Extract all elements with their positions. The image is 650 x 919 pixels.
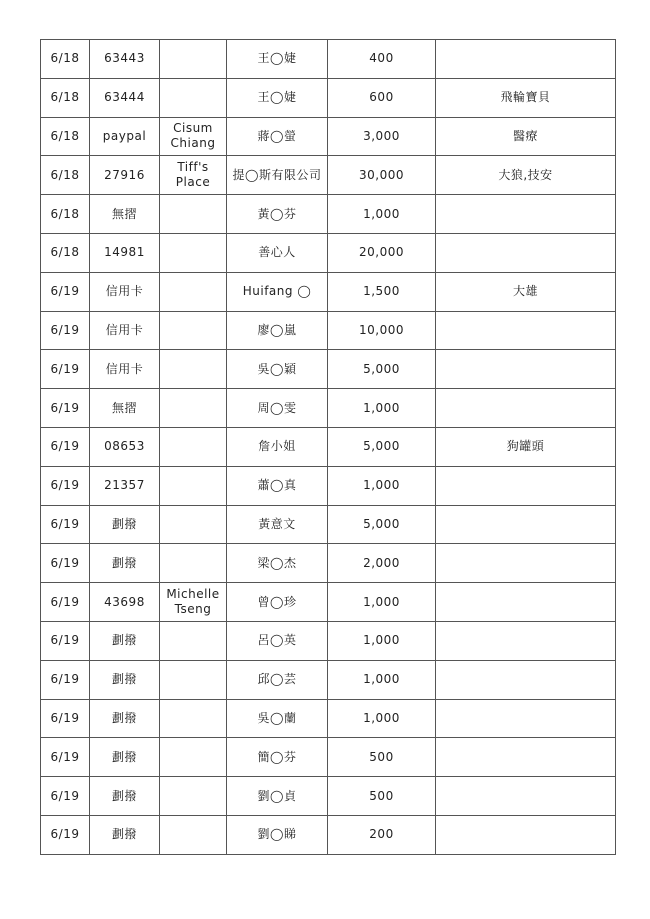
english-name-cell [160, 544, 227, 583]
table-row [41, 350, 616, 389]
english-name-cell [160, 195, 227, 234]
donor-cell: 梁◯杰 [227, 544, 328, 583]
note-cell [436, 621, 616, 660]
donation-table [40, 39, 616, 855]
note-cell: 飛輪寶貝 [436, 78, 616, 117]
account-cell: 43698 [90, 583, 160, 622]
donor-cell: 蔣◯螢 [227, 117, 328, 156]
amount-cell: 1,500 [328, 272, 436, 311]
date-cell: 6/19 [41, 777, 90, 816]
account-cell: 劃撥 [90, 621, 160, 660]
table-row [41, 777, 616, 816]
note-cell [436, 699, 616, 738]
note-cell [436, 505, 616, 544]
table-row [41, 544, 616, 583]
donor-cell: 劉◯睇 [227, 815, 328, 854]
date-cell: 6/19 [41, 738, 90, 777]
english-name-cell [160, 40, 227, 79]
account-cell: paypal [90, 117, 160, 156]
table-row [41, 195, 616, 234]
donor-cell: 曾◯珍 [227, 583, 328, 622]
account-cell: 劃撥 [90, 660, 160, 699]
table-row [41, 738, 616, 777]
note-cell [436, 466, 616, 505]
account-cell: 劃撥 [90, 505, 160, 544]
english-name-cell [160, 777, 227, 816]
date-cell: 6/19 [41, 505, 90, 544]
english-name-cell [160, 621, 227, 660]
donor-cell: 王◯婕 [227, 78, 328, 117]
donor-cell: 王◯婕 [227, 40, 328, 79]
date-cell: 6/19 [41, 427, 90, 466]
donor-cell: 邱◯芸 [227, 660, 328, 699]
table-row [41, 156, 616, 195]
table-row [41, 78, 616, 117]
amount-cell: 1,000 [328, 699, 436, 738]
note-cell [436, 583, 616, 622]
note-cell: 醫療 [436, 117, 616, 156]
donation-table-body [41, 40, 616, 855]
date-cell: 6/18 [41, 195, 90, 234]
amount-cell: 500 [328, 777, 436, 816]
table-row [41, 621, 616, 660]
amount-cell: 1,000 [328, 583, 436, 622]
donor-cell: 黃◯芬 [227, 195, 328, 234]
table-row [41, 427, 616, 466]
date-cell: 6/18 [41, 233, 90, 272]
english-name-cell [160, 272, 227, 311]
note-cell [436, 738, 616, 777]
account-cell: 27916 [90, 156, 160, 195]
table-row [41, 583, 616, 622]
note-cell [436, 233, 616, 272]
donor-cell: 吳◯蘭 [227, 699, 328, 738]
date-cell: 6/19 [41, 350, 90, 389]
account-cell: 劃撥 [90, 699, 160, 738]
donor-cell: 吳◯穎 [227, 350, 328, 389]
account-cell: 劃撥 [90, 738, 160, 777]
note-cell [436, 40, 616, 79]
note-cell: 大雄 [436, 272, 616, 311]
account-cell: 信用卡 [90, 272, 160, 311]
table-row [41, 505, 616, 544]
amount-cell: 20,000 [328, 233, 436, 272]
table-row [41, 815, 616, 854]
account-cell: 信用卡 [90, 311, 160, 350]
date-cell: 6/19 [41, 544, 90, 583]
english-name-cell [160, 815, 227, 854]
date-cell: 6/19 [41, 466, 90, 505]
note-cell [436, 389, 616, 428]
date-cell: 6/19 [41, 660, 90, 699]
english-name-cell [160, 389, 227, 428]
date-cell: 6/18 [41, 156, 90, 195]
date-cell: 6/19 [41, 699, 90, 738]
note-cell [436, 815, 616, 854]
english-name-cell [160, 505, 227, 544]
donor-cell: 周◯雯 [227, 389, 328, 428]
note-cell: 大狼,技安 [436, 156, 616, 195]
donor-cell: 簡◯芬 [227, 738, 328, 777]
english-name-cell [160, 466, 227, 505]
table-row [41, 272, 616, 311]
table-row [41, 699, 616, 738]
english-name-cell [160, 427, 227, 466]
english-name-cell [160, 738, 227, 777]
amount-cell: 600 [328, 78, 436, 117]
amount-cell: 1,000 [328, 389, 436, 428]
donor-cell: 善心人 [227, 233, 328, 272]
donor-cell: 劉◯貞 [227, 777, 328, 816]
date-cell: 6/19 [41, 815, 90, 854]
date-cell: 6/19 [41, 272, 90, 311]
note-cell: 狗罐頭 [436, 427, 616, 466]
donor-cell: 黃意文 [227, 505, 328, 544]
table-row [41, 466, 616, 505]
account-cell: 63444 [90, 78, 160, 117]
english-name-cell: Tiff's Place [160, 156, 227, 195]
amount-cell: 5,000 [328, 427, 436, 466]
date-cell: 6/19 [41, 389, 90, 428]
amount-cell: 5,000 [328, 350, 436, 389]
account-cell: 21357 [90, 466, 160, 505]
table-row [41, 233, 616, 272]
account-cell: 信用卡 [90, 350, 160, 389]
amount-cell: 3,000 [328, 117, 436, 156]
date-cell: 6/18 [41, 117, 90, 156]
amount-cell: 1,000 [328, 660, 436, 699]
table-row [41, 117, 616, 156]
account-cell: 08653 [90, 427, 160, 466]
account-cell: 劃撥 [90, 544, 160, 583]
donor-cell: Huifang ◯ [227, 272, 328, 311]
note-cell [436, 660, 616, 699]
date-cell: 6/19 [41, 583, 90, 622]
english-name-cell [160, 699, 227, 738]
english-name-cell [160, 350, 227, 389]
note-cell [436, 544, 616, 583]
note-cell [436, 195, 616, 234]
table-row [41, 40, 616, 79]
english-name-cell: Cisum Chiang [160, 117, 227, 156]
amount-cell: 400 [328, 40, 436, 79]
amount-cell: 10,000 [328, 311, 436, 350]
donor-cell: 提◯斯有限公司 [227, 156, 328, 195]
amount-cell: 1,000 [328, 195, 436, 234]
account-cell: 劃撥 [90, 815, 160, 854]
amount-cell: 5,000 [328, 505, 436, 544]
account-cell: 無摺 [90, 389, 160, 428]
date-cell: 6/18 [41, 40, 90, 79]
note-cell [436, 311, 616, 350]
date-cell: 6/18 [41, 78, 90, 117]
amount-cell: 1,000 [328, 466, 436, 505]
amount-cell: 500 [328, 738, 436, 777]
amount-cell: 2,000 [328, 544, 436, 583]
date-cell: 6/19 [41, 621, 90, 660]
donor-cell: 呂◯英 [227, 621, 328, 660]
english-name-cell [160, 233, 227, 272]
amount-cell: 200 [328, 815, 436, 854]
date-cell: 6/19 [41, 311, 90, 350]
amount-cell: 30,000 [328, 156, 436, 195]
note-cell [436, 350, 616, 389]
donor-cell: 蕭◯真 [227, 466, 328, 505]
table-row [41, 389, 616, 428]
english-name-cell: Michelle Tseng [160, 583, 227, 622]
donor-cell: 廖◯嵐 [227, 311, 328, 350]
account-cell: 劃撥 [90, 777, 160, 816]
table-row [41, 660, 616, 699]
account-cell: 無摺 [90, 195, 160, 234]
account-cell: 63443 [90, 40, 160, 79]
note-cell [436, 777, 616, 816]
english-name-cell [160, 311, 227, 350]
table-row [41, 311, 616, 350]
english-name-cell [160, 660, 227, 699]
donor-cell: 詹小姐 [227, 427, 328, 466]
account-cell: 14981 [90, 233, 160, 272]
english-name-cell [160, 78, 227, 117]
amount-cell: 1,000 [328, 621, 436, 660]
